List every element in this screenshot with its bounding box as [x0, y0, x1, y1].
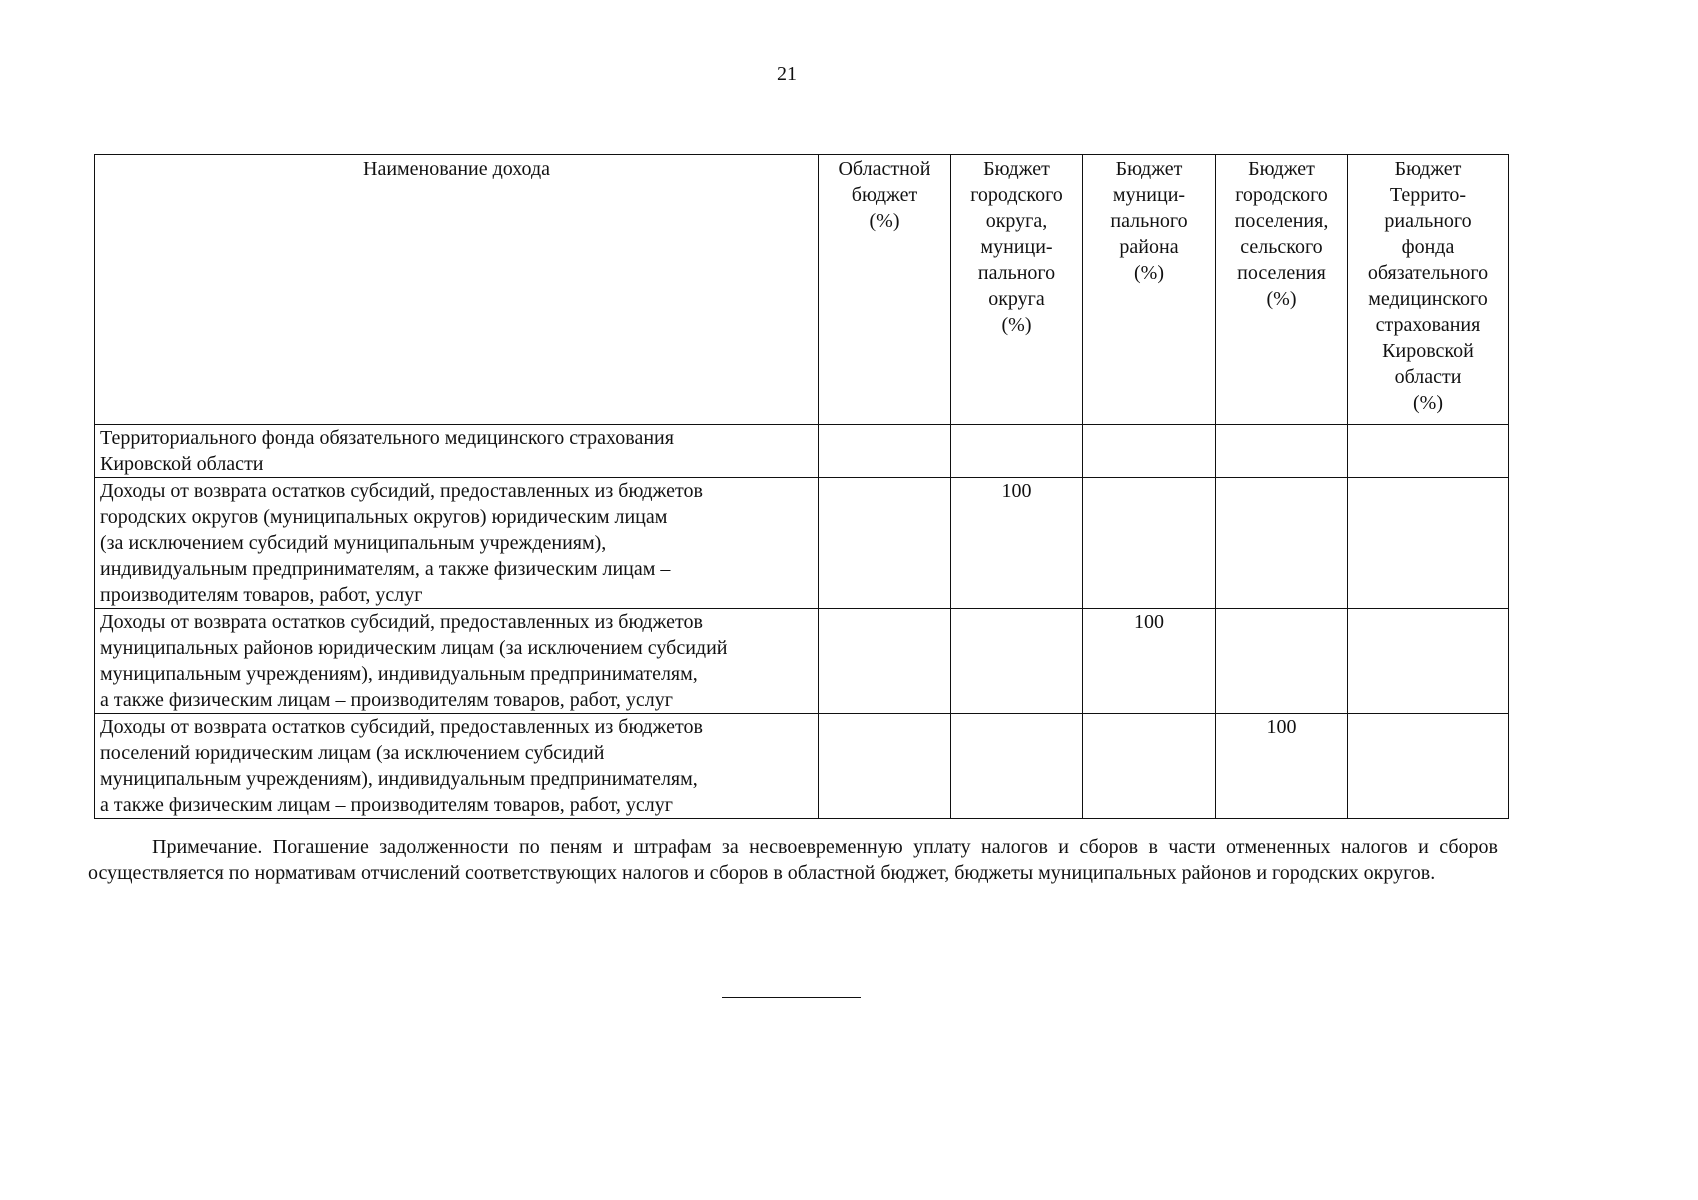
- percent-cell: [819, 478, 951, 609]
- percent-cell: [951, 714, 1083, 819]
- income-name-cell: Доходы от возврата остатков субсидий, предоставленных из бюджетов городских округов (муниципальных округов) юридическим лицам (за исключением субсидий муниципальным учреждениям), индивидуальным предпринимателям, а также физическим лицам – производителям товаров, работ, услуг: [95, 478, 819, 609]
- percent-cell: [819, 425, 951, 478]
- percent-cell: 100: [1083, 609, 1216, 714]
- percent-cell: [1348, 609, 1509, 714]
- header-regional-budget: Областной бюджет (%): [819, 155, 951, 425]
- percent-cell: 100: [1216, 714, 1348, 819]
- table-body: [95, 425, 1509, 819]
- footnote: Примечание. Погашение задолженности по пеням и штрафам за несвоевременную уплату налогов и сборов в части отмененных налогов и сборов осуществляется по нормативам отчислений соответствующих налогов и сборов в областной бюджет, бюджеты муниципальных районов и городских округов.: [88, 836, 1498, 884]
- percent-cell: 100: [951, 478, 1083, 609]
- table-header-row: [95, 155, 1509, 425]
- percent-cell: [1083, 425, 1216, 478]
- page-number: 21: [777, 63, 797, 85]
- percent-cell: [951, 425, 1083, 478]
- percent-cell: [1083, 478, 1216, 609]
- percent-cell: [1216, 478, 1348, 609]
- percent-cell: [1216, 609, 1348, 714]
- table-row: [95, 425, 1509, 478]
- percent-cell: [951, 609, 1083, 714]
- table-row: [95, 714, 1509, 819]
- income-name-cell: Территориального фонда обязательного медицинского страхования Кировской области: [95, 425, 819, 478]
- percent-cell: [1216, 425, 1348, 478]
- header-medical-fund-budget: Бюджет Террито- риального фонда обязательного медицинского страхования Кировской области (%): [1348, 155, 1509, 425]
- percent-cell: [819, 609, 951, 714]
- header-income-name: Наименование дохода: [95, 155, 819, 425]
- income-name-cell: Доходы от возврата остатков субсидий, предоставленных из бюджетов поселений юридическим лицам (за исключением субсидий муниципальным учреждениям), индивидуальным предпринимателям, а также физическим лицам – производителям товаров, работ, услуг: [95, 714, 819, 819]
- percent-cell: [819, 714, 951, 819]
- table-row: [95, 478, 1509, 609]
- percent-cell: [1083, 714, 1216, 819]
- header-settlement-budget: Бюджет городского поселения, сельского поселения (%): [1216, 155, 1348, 425]
- end-divider: [722, 997, 861, 998]
- table-row: [95, 609, 1509, 714]
- percent-cell: [1348, 714, 1509, 819]
- header-municipal-district-budget: Бюджет муници- пального района (%): [1083, 155, 1216, 425]
- income-distribution-table: [94, 154, 1509, 819]
- header-city-district-budget: Бюджет городского округа, муници- пального округа (%): [951, 155, 1083, 425]
- percent-cell: [1348, 478, 1509, 609]
- percent-cell: [1348, 425, 1509, 478]
- income-name-cell: Доходы от возврата остатков субсидий, предоставленных из бюджетов муниципальных районов юридическим лицам (за исключением субсидий муниципальным учреждениям), индивидуальным предпринимателям, а также физическим лицам – производителям товаров, работ, услуг: [95, 609, 819, 714]
